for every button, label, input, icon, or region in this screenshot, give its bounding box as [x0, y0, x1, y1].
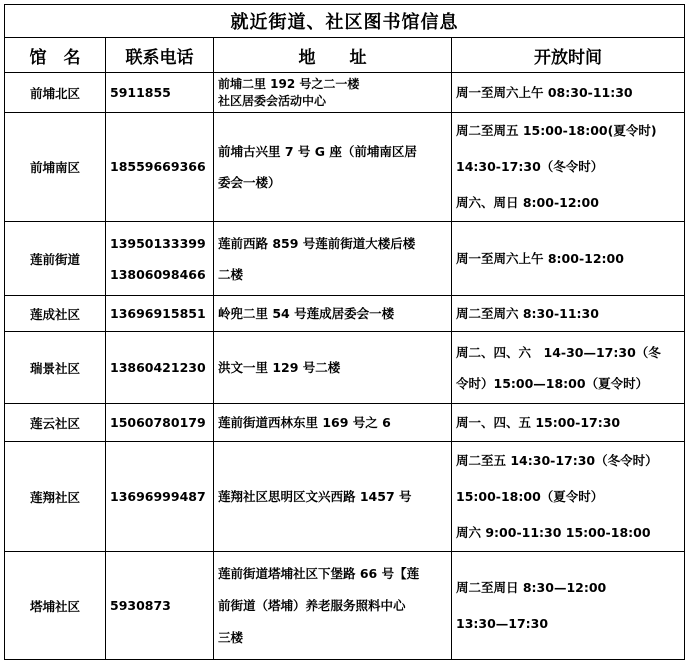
hours-line: 周二至周日 8:30—12:00 [456, 579, 607, 595]
hours-line: 14:30-17:30（冬令时） [456, 159, 604, 174]
library-name: 莲翔社区 [5, 442, 106, 552]
library-name: 莲前街道 [5, 222, 106, 296]
hours-line: 周二至周五 15:00-18:00(夏令时) [456, 123, 657, 138]
phone-cell [106, 552, 214, 660]
address-cell [214, 296, 452, 332]
address-cell [214, 404, 452, 442]
hours-line: 周六、周日 8:00-12:00 [456, 195, 599, 210]
table-row [5, 442, 685, 552]
address-line: 岭兜二里 54 号莲成居委会一楼 [218, 305, 395, 321]
library-info-table [4, 4, 685, 660]
phone-cell [106, 222, 214, 296]
address-cell [214, 442, 452, 552]
address-cell [214, 73, 452, 113]
address-line: 二楼 [218, 266, 244, 282]
phone-cell [106, 296, 214, 332]
header-phone: 联系电话 [106, 38, 214, 73]
table-row [5, 332, 685, 404]
hours-line: 15:00-18:00（夏令时） [456, 488, 604, 504]
library-name: 前埔北区 [5, 73, 106, 113]
address-line: 前街道（塔埔）养老服务照料中心 [218, 597, 406, 613]
hours-cell [452, 552, 685, 660]
table-row [5, 404, 685, 442]
address-line: 前埔古兴里 7 号 G 座（前埔南区居 [218, 144, 417, 159]
phone-cell [106, 404, 214, 442]
address-cell [214, 222, 452, 296]
hours-cell [452, 296, 685, 332]
hours-cell [452, 73, 685, 113]
hours-cell [452, 222, 685, 296]
hours-line: 周一、四、五 15:00-17:30 [456, 414, 621, 430]
table-row [5, 222, 685, 296]
phone-number: 15060780179 [110, 414, 206, 430]
address-cell [214, 332, 452, 404]
address-cell [214, 552, 452, 660]
hours-line: 令时）15:00—18:00（夏令时） [456, 375, 649, 391]
library-name: 莲云社区 [5, 404, 106, 442]
library-name: 塔埔社区 [5, 552, 106, 660]
address-line: 洪文一里 129 号二楼 [218, 359, 341, 375]
library-name: 前埔南区 [5, 113, 106, 222]
header-address: 地 址 [214, 38, 452, 73]
phone-number: 5930873 [110, 597, 171, 613]
hours-line: 13:30—17:30 [456, 615, 549, 631]
address-line: 莲前街道西林东里 169 号之 6 [218, 414, 391, 430]
hours-cell [452, 442, 685, 552]
address-line: 三楼 [218, 629, 244, 645]
header-name: 馆 名 [5, 38, 106, 73]
phone-number: 13696915851 [110, 305, 206, 321]
library-name: 莲成社区 [5, 296, 106, 332]
phone-number: 18559669366 [110, 159, 206, 174]
phone-cell [106, 73, 214, 113]
hours-line: 周一至周六上午 08:30-11:30 [456, 84, 633, 100]
hours-line: 周六 9:00-11:30 15:00-18:00 [456, 524, 651, 540]
table-row [5, 552, 685, 660]
address-line: 莲前西路 859 号莲前街道大楼后楼 [218, 235, 416, 251]
hours-cell [452, 332, 685, 404]
hours-line: 周二至五 14:30-17:30（冬令时） [456, 452, 658, 468]
address-line: 前埔二里 192 号之二一楼 [218, 76, 360, 91]
address-cell [214, 113, 452, 222]
header-hours: 开放时间 [452, 38, 685, 73]
phone-number: 13806098466 [110, 266, 206, 282]
address-line: 委会一楼） [218, 175, 281, 190]
hours-cell [452, 404, 685, 442]
table-row [5, 113, 685, 222]
library-name: 瑞景社区 [5, 332, 106, 404]
hours-line: 周一至周六上午 8:00-12:00 [456, 250, 624, 266]
table-title: 就近街道、社区图书馆信息 [5, 5, 685, 38]
hours-line: 周二、四、六 14-30—17:30（冬 [456, 344, 661, 360]
phone-cell [106, 332, 214, 404]
address-line: 社区居委会活动中心 [218, 93, 327, 108]
hours-line: 周二至周六 8:30-11:30 [456, 305, 599, 321]
address-line: 莲翔社区思明区文兴西路 1457 号 [218, 488, 412, 504]
address-line: 莲前街道塔埔社区下堡路 66 号【莲 [218, 565, 420, 581]
hours-cell [452, 113, 685, 222]
phone-cell [106, 113, 214, 222]
phone-number: 13950133399 [110, 235, 206, 251]
phone-number: 5911855 [110, 84, 171, 100]
phone-number: 13696999487 [110, 488, 206, 504]
phone-cell [106, 442, 214, 552]
phone-number: 13860421230 [110, 359, 206, 375]
table-row [5, 296, 685, 332]
table-row [5, 73, 685, 113]
